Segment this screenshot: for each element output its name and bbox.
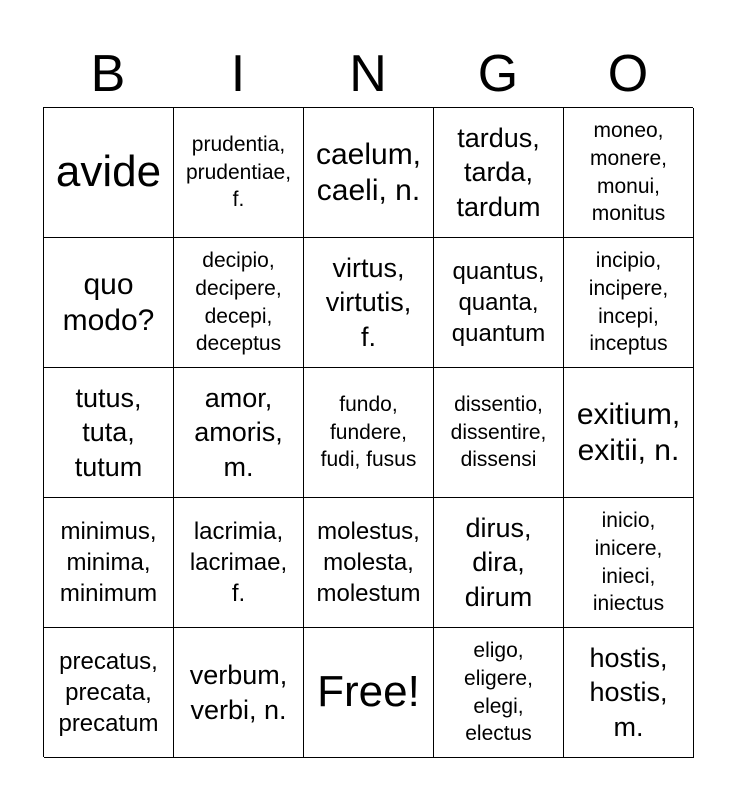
- bingo-cell: moneo, monere, monui, monitus: [564, 108, 694, 238]
- bingo-cell: tardus, tarda, tardum: [434, 108, 564, 238]
- bingo-cell: dissentio, dissentire, dissensi: [434, 368, 564, 498]
- bingo-card-grid: [43, 107, 693, 757]
- bingo-cell: inicio, inicere, inieci, iniectus: [564, 498, 694, 628]
- bingo-cell: incipio, incipere, incepi, inceptus: [564, 238, 694, 368]
- bingo-cell: decipio, decipere, decepi, deceptus: [174, 238, 304, 368]
- bingo-cell: tutus, tuta, tutum: [44, 368, 174, 498]
- bingo-cell: prudentia, prudentiae, f.: [174, 108, 304, 238]
- bingo-cell: dirus, dira, dirum: [434, 498, 564, 628]
- bingo-cell: amor, amoris, m.: [174, 368, 304, 498]
- bingo-cell: fundo, fundere, fudi, fusus: [304, 368, 434, 498]
- bingo-cell: avide: [44, 108, 174, 238]
- bingo-cell: eligo, eligere, elegi, electus: [434, 628, 564, 758]
- header-letter-b: B: [90, 45, 126, 103]
- bingo-cell: verbum, verbi, n.: [174, 628, 304, 758]
- bingo-cell: quo modo?: [44, 238, 174, 368]
- bingo-cell: hostis, hostis, m.: [564, 628, 694, 758]
- header-letter-o: O: [607, 45, 649, 103]
- header-letter-n: N: [349, 45, 387, 103]
- bingo-cell: precatus, precata, precatum: [44, 628, 174, 758]
- bingo-cell: molestus, molesta, molestum: [304, 498, 434, 628]
- bingo-header: [43, 40, 693, 108]
- free-space-cell: Free!: [304, 628, 434, 758]
- bingo-cell: lacrimia, lacrimae, f.: [174, 498, 304, 628]
- bingo-cell: caelum, caeli, n.: [304, 108, 434, 238]
- bingo-cell: exitium, exitii, n.: [564, 368, 694, 498]
- bingo-cell: minimus, minima, minimum: [44, 498, 174, 628]
- bingo-cell: virtus, virtutis, f.: [304, 238, 434, 368]
- bingo-cell: quantus, quanta, quantum: [434, 238, 564, 368]
- header-letter-i: I: [230, 45, 246, 103]
- header-letter-g: G: [477, 45, 519, 103]
